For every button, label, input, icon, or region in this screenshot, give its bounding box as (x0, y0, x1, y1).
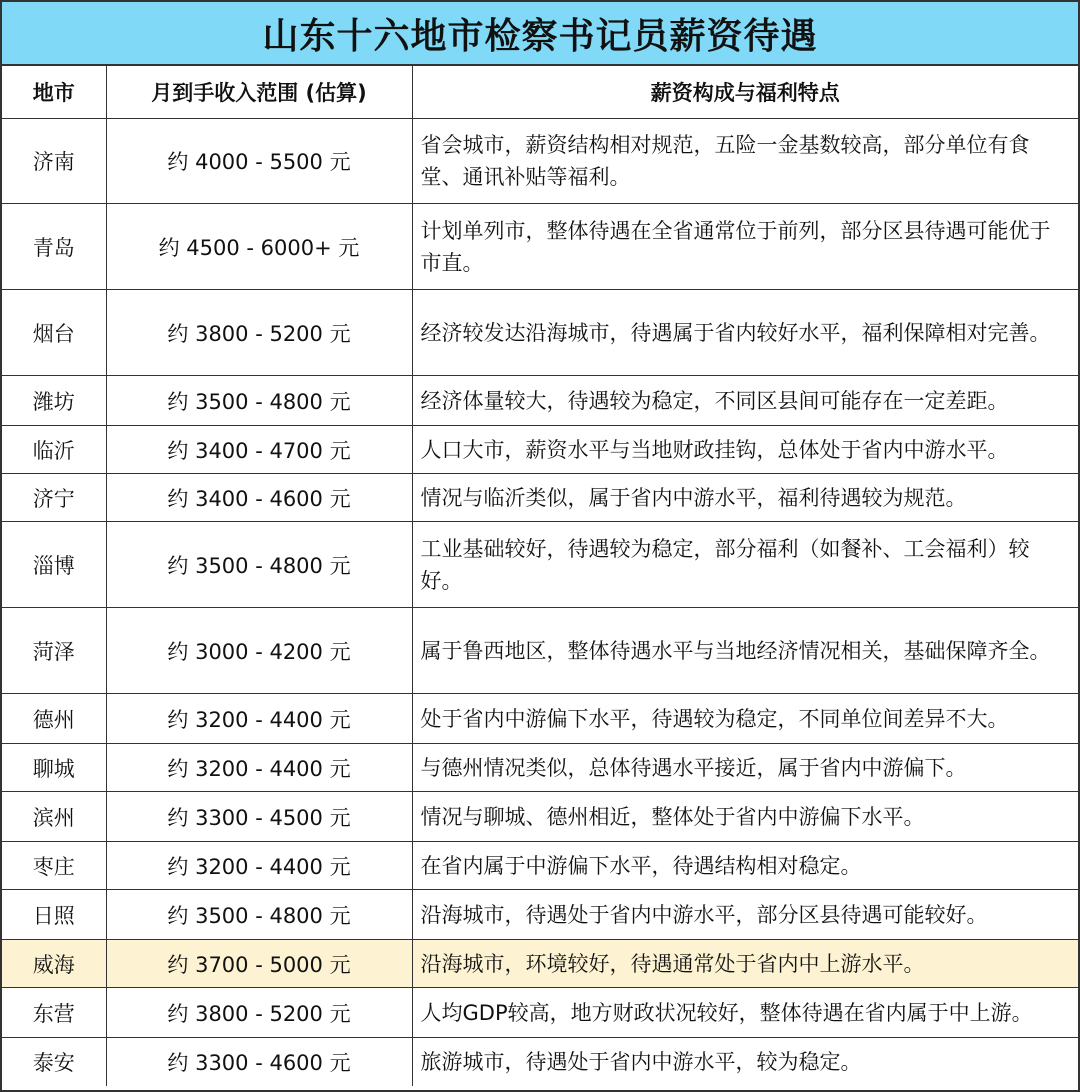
table-row (2, 694, 1078, 744)
table-header-row (2, 66, 1078, 119)
cell-city: 东营 (2, 988, 106, 1038)
cell-notes: 经济体量较大，待遇较为稳定，不同区县间可能存在一定差距。 (412, 376, 1078, 426)
cell-city: 潍坊 (2, 376, 106, 426)
table-row (2, 474, 1078, 522)
cell-city: 菏泽 (2, 608, 106, 694)
cell-notes: 与德州情况类似，总体待遇水平接近，属于省内中游偏下。 (412, 744, 1078, 792)
cell-salary: 约 3800 - 5200 元 (106, 988, 412, 1038)
cell-salary: 约 3400 - 4700 元 (106, 426, 412, 474)
cell-notes: 处于省内中游偏下水平，待遇较为稳定，不同单位间差异不大。 (412, 694, 1078, 744)
cell-city: 青岛 (2, 204, 106, 290)
cell-salary: 约 3700 - 5000 元 (106, 940, 412, 988)
cell-city: 威海 (2, 940, 106, 988)
table-row (2, 426, 1078, 474)
cell-city: 枣庄 (2, 842, 106, 890)
table-row (2, 988, 1078, 1038)
page-title: 山东十六地市检察书记员薪资待遇 (262, 15, 818, 57)
cell-salary: 约 4000 - 5500 元 (106, 119, 412, 204)
cell-salary: 约 3500 - 4800 元 (106, 376, 412, 426)
cell-city: 日照 (2, 890, 106, 940)
cell-city: 滨州 (2, 792, 106, 842)
cell-salary: 约 3400 - 4600 元 (106, 474, 412, 522)
cell-notes: 人均GDP较高，地方财政状况较好，整体待遇在省内属于中上游。 (412, 988, 1078, 1038)
table-row (2, 119, 1078, 204)
cell-city: 临沂 (2, 426, 106, 474)
cell-notes: 计划单列市，整体待遇在全省通常位于前列，部分区县待遇可能优于市直。 (412, 204, 1078, 290)
table-row (2, 204, 1078, 290)
cell-city: 烟台 (2, 290, 106, 376)
table-row (2, 1038, 1078, 1086)
cell-salary: 约 4500 - 6000+ 元 (106, 204, 412, 290)
cell-notes: 经济较发达沿海城市，待遇属于省内较好水平，福利保障相对完善。 (412, 290, 1078, 376)
cell-salary: 约 3800 - 5200 元 (106, 290, 412, 376)
cell-salary: 约 3500 - 4800 元 (106, 890, 412, 940)
table-row (2, 608, 1078, 694)
cell-city: 济宁 (2, 474, 106, 522)
cell-notes: 省会城市，薪资结构相对规范，五险一金基数较高，部分单位有食堂、通讯补贴等福利。 (412, 119, 1078, 204)
cell-salary: 约 3300 - 4500 元 (106, 792, 412, 842)
cell-notes: 在省内属于中游偏下水平，待遇结构相对稳定。 (412, 842, 1078, 890)
table-row (2, 290, 1078, 376)
cell-notes: 旅游城市，待遇处于省内中游水平，较为稳定。 (412, 1038, 1078, 1086)
cell-notes: 工业基础较好，待遇较为稳定，部分福利（如餐补、工会福利）较好。 (412, 522, 1078, 608)
table-row (2, 522, 1078, 608)
table-row (2, 792, 1078, 842)
cell-salary: 约 3500 - 4800 元 (106, 522, 412, 608)
table-row (2, 744, 1078, 792)
cell-city: 淄博 (2, 522, 106, 608)
column-header-city: 地市 (2, 66, 106, 119)
cell-city: 济南 (2, 119, 106, 204)
cell-salary: 约 3200 - 4400 元 (106, 842, 412, 890)
table-row (2, 842, 1078, 890)
cell-salary: 约 3200 - 4400 元 (106, 744, 412, 792)
table-row (2, 890, 1078, 940)
title-bar (2, 2, 1078, 66)
cell-notes: 人口大市，薪资水平与当地财政挂钩，总体处于省内中游水平。 (412, 426, 1078, 474)
cell-salary: 约 3200 - 4400 元 (106, 694, 412, 744)
cell-salary: 约 3000 - 4200 元 (106, 608, 412, 694)
cell-notes: 属于鲁西地区，整体待遇水平与当地经济情况相关，基础保障齐全。 (412, 608, 1078, 694)
column-header-notes: 薪资构成与福利特点 (412, 66, 1078, 119)
cell-notes: 沿海城市，环境较好，待遇通常处于省内中上游水平。 (412, 940, 1078, 988)
table-row (2, 940, 1078, 988)
table-row (2, 376, 1078, 426)
salary-table (2, 66, 1078, 1086)
cell-notes: 情况与临沂类似，属于省内中游水平，福利待遇较为规范。 (412, 474, 1078, 522)
cell-city: 聊城 (2, 744, 106, 792)
cell-city: 泰安 (2, 1038, 106, 1086)
cell-notes: 沿海城市，待遇处于省内中游水平，部分区县待遇可能较好。 (412, 890, 1078, 940)
cell-salary: 约 3300 - 4600 元 (106, 1038, 412, 1086)
column-header-salary: 月到手收入范围 (估算) (106, 66, 412, 119)
cell-notes: 情况与聊城、德州相近，整体处于省内中游偏下水平。 (412, 792, 1078, 842)
cell-city: 德州 (2, 694, 106, 744)
